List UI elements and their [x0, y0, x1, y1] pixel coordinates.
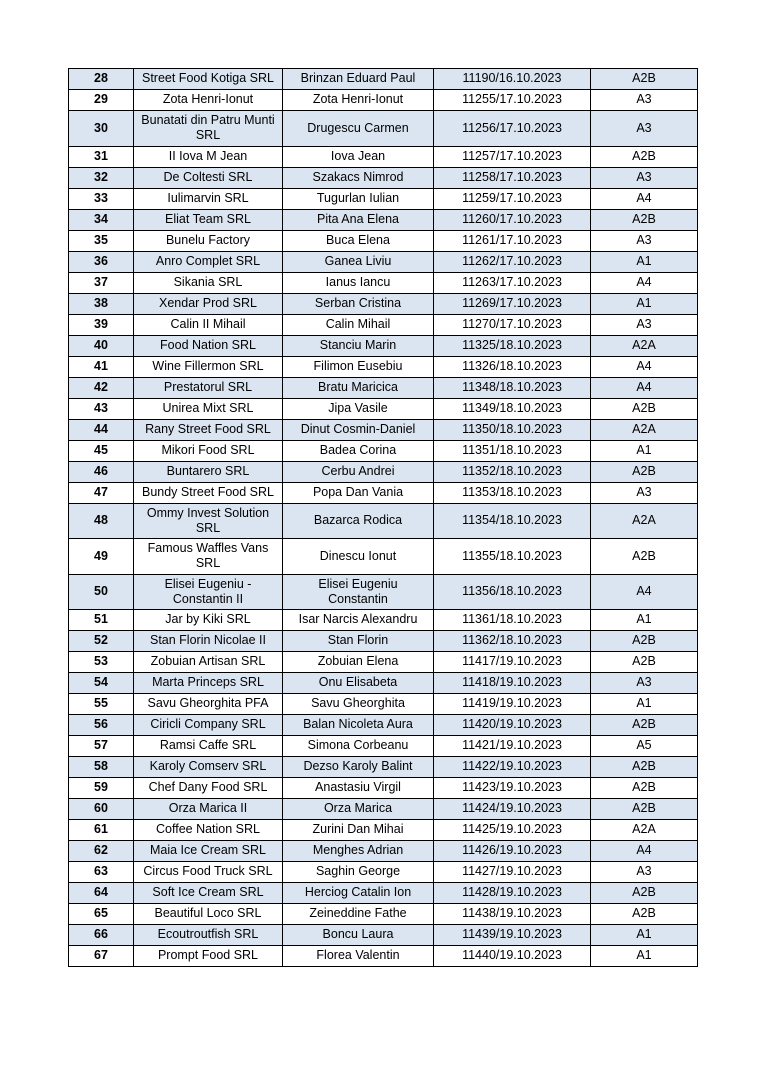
cell-classification-code: A2B	[591, 778, 698, 799]
cell-classification-code: A1	[591, 440, 698, 461]
cell-company-name: Elisei Eugeniu - Constantin II	[134, 574, 283, 610]
cell-company-name: Famous Waffles Vans SRL	[134, 539, 283, 575]
cell-representative-name: Badea Corina	[283, 440, 434, 461]
cell-classification-code: A4	[591, 272, 698, 293]
cell-row-number: 44	[69, 419, 134, 440]
cell-row-number: 33	[69, 188, 134, 209]
cell-classification-code: A1	[591, 925, 698, 946]
cell-registration-number-date: 11261/17.10.2023	[434, 230, 591, 251]
cell-company-name: Anro Complet SRL	[134, 251, 283, 272]
table-row	[69, 715, 698, 736]
table-row	[69, 356, 698, 377]
cell-classification-code: A2A	[591, 335, 698, 356]
cell-classification-code: A1	[591, 610, 698, 631]
cell-company-name: Maia Ice Cream SRL	[134, 841, 283, 862]
cell-company-name: Wine Fillermon SRL	[134, 356, 283, 377]
cell-classification-code: A3	[591, 314, 698, 335]
cell-company-name: Bunelu Factory	[134, 230, 283, 251]
cell-registration-number-date: 11256/17.10.2023	[434, 111, 591, 147]
cell-registration-number-date: 11420/19.10.2023	[434, 715, 591, 736]
table-row	[69, 925, 698, 946]
table-row	[69, 419, 698, 440]
cell-representative-name: Dinut Cosmin-Daniel	[283, 419, 434, 440]
cell-classification-code: A3	[591, 862, 698, 883]
cell-row-number: 63	[69, 862, 134, 883]
cell-company-name: De Coltesti SRL	[134, 167, 283, 188]
cell-classification-code: A2B	[591, 461, 698, 482]
cell-row-number: 60	[69, 799, 134, 820]
table-row	[69, 631, 698, 652]
cell-representative-name: Ganea Liviu	[283, 251, 434, 272]
cell-company-name: Circus Food Truck SRL	[134, 862, 283, 883]
table-row	[69, 69, 698, 90]
cell-row-number: 31	[69, 146, 134, 167]
cell-classification-code: A2B	[591, 757, 698, 778]
cell-representative-name: Anastasiu Virgil	[283, 778, 434, 799]
cell-row-number: 43	[69, 398, 134, 419]
cell-row-number: 36	[69, 251, 134, 272]
cell-row-number: 54	[69, 673, 134, 694]
cell-representative-name: Serban Cristina	[283, 293, 434, 314]
cell-classification-code: A4	[591, 377, 698, 398]
cell-registration-number-date: 11428/19.10.2023	[434, 883, 591, 904]
cell-classification-code: A2B	[591, 209, 698, 230]
cell-row-number: 65	[69, 904, 134, 925]
cell-registration-number-date: 11439/19.10.2023	[434, 925, 591, 946]
cell-classification-code: A4	[591, 356, 698, 377]
table-row	[69, 904, 698, 925]
cell-company-name: Xendar Prod SRL	[134, 293, 283, 314]
cell-registration-number-date: 11270/17.10.2023	[434, 314, 591, 335]
table-row	[69, 293, 698, 314]
cell-company-name: Sikania SRL	[134, 272, 283, 293]
cell-registration-number-date: 11361/18.10.2023	[434, 610, 591, 631]
cell-classification-code: A4	[591, 841, 698, 862]
cell-company-name: Food Nation SRL	[134, 335, 283, 356]
cell-classification-code: A4	[591, 574, 698, 610]
table-row	[69, 736, 698, 757]
cell-classification-code: A2A	[591, 820, 698, 841]
table-row	[69, 111, 698, 147]
cell-registration-number-date: 11325/18.10.2023	[434, 335, 591, 356]
cell-classification-code: A2B	[591, 69, 698, 90]
cell-company-name: Buntarero SRL	[134, 461, 283, 482]
cell-company-name: Calin II Mihail	[134, 314, 283, 335]
cell-registration-number-date: 11269/17.10.2023	[434, 293, 591, 314]
registry-table-body	[69, 69, 698, 967]
cell-row-number: 51	[69, 610, 134, 631]
cell-representative-name: Pita Ana Elena	[283, 209, 434, 230]
cell-classification-code: A5	[591, 736, 698, 757]
table-row	[69, 272, 698, 293]
cell-registration-number-date: 11255/17.10.2023	[434, 90, 591, 111]
cell-company-name: Ommy Invest Solution SRL	[134, 503, 283, 539]
cell-classification-code: A1	[591, 694, 698, 715]
cell-registration-number-date: 11257/17.10.2023	[434, 146, 591, 167]
cell-classification-code: A3	[591, 167, 698, 188]
cell-registration-number-date: 11417/19.10.2023	[434, 652, 591, 673]
cell-representative-name: Zobuian Elena	[283, 652, 434, 673]
cell-registration-number-date: 11425/19.10.2023	[434, 820, 591, 841]
cell-company-name: Soft Ice Cream SRL	[134, 883, 283, 904]
cell-row-number: 40	[69, 335, 134, 356]
cell-registration-number-date: 11355/18.10.2023	[434, 539, 591, 575]
cell-representative-name: Onu Elisabeta	[283, 673, 434, 694]
cell-representative-name: Tugurlan Iulian	[283, 188, 434, 209]
cell-classification-code: A2B	[591, 146, 698, 167]
cell-company-name: Rany Street Food SRL	[134, 419, 283, 440]
table-row	[69, 314, 698, 335]
cell-representative-name: Stan Florin	[283, 631, 434, 652]
cell-classification-code: A1	[591, 293, 698, 314]
cell-registration-number-date: 11419/19.10.2023	[434, 694, 591, 715]
cell-classification-code: A3	[591, 230, 698, 251]
table-row	[69, 90, 698, 111]
cell-company-name: Ramsi Caffe SRL	[134, 736, 283, 757]
cell-company-name: Stan Florin Nicolae II	[134, 631, 283, 652]
cell-row-number: 45	[69, 440, 134, 461]
table-row	[69, 167, 698, 188]
table-row	[69, 757, 698, 778]
table-row	[69, 461, 698, 482]
cell-representative-name: Bratu Maricica	[283, 377, 434, 398]
cell-representative-name: Simona Corbeanu	[283, 736, 434, 757]
cell-representative-name: Buca Elena	[283, 230, 434, 251]
cell-classification-code: A2B	[591, 883, 698, 904]
cell-company-name: Karoly Comserv SRL	[134, 757, 283, 778]
cell-registration-number-date: 11263/17.10.2023	[434, 272, 591, 293]
table-row	[69, 440, 698, 461]
table-row	[69, 652, 698, 673]
table-row	[69, 335, 698, 356]
cell-row-number: 42	[69, 377, 134, 398]
cell-registration-number-date: 11418/19.10.2023	[434, 673, 591, 694]
cell-classification-code: A2B	[591, 715, 698, 736]
cell-row-number: 62	[69, 841, 134, 862]
cell-row-number: 59	[69, 778, 134, 799]
cell-classification-code: A1	[591, 946, 698, 967]
cell-classification-code: A3	[591, 482, 698, 503]
cell-registration-number-date: 11356/18.10.2023	[434, 574, 591, 610]
cell-row-number: 61	[69, 820, 134, 841]
cell-company-name: Street Food Kotiga SRL	[134, 69, 283, 90]
cell-row-number: 29	[69, 90, 134, 111]
cell-row-number: 49	[69, 539, 134, 575]
cell-company-name: Mikori Food SRL	[134, 440, 283, 461]
cell-representative-name: Isar Narcis Alexandru	[283, 610, 434, 631]
cell-company-name: Bunatati din Patru Munti SRL	[134, 111, 283, 147]
cell-row-number: 66	[69, 925, 134, 946]
cell-registration-number-date: 11348/18.10.2023	[434, 377, 591, 398]
cell-registration-number-date: 11259/17.10.2023	[434, 188, 591, 209]
cell-row-number: 39	[69, 314, 134, 335]
cell-representative-name: Jipa Vasile	[283, 398, 434, 419]
table-row	[69, 883, 698, 904]
cell-representative-name: Ianus Iancu	[283, 272, 434, 293]
cell-row-number: 38	[69, 293, 134, 314]
cell-representative-name: Brinzan Eduard Paul	[283, 69, 434, 90]
cell-registration-number-date: 11426/19.10.2023	[434, 841, 591, 862]
cell-classification-code: A2B	[591, 631, 698, 652]
cell-registration-number-date: 11349/18.10.2023	[434, 398, 591, 419]
table-row	[69, 377, 698, 398]
table-row	[69, 610, 698, 631]
cell-representative-name: Popa Dan Vania	[283, 482, 434, 503]
table-row	[69, 862, 698, 883]
cell-registration-number-date: 11190/16.10.2023	[434, 69, 591, 90]
cell-registration-number-date: 11258/17.10.2023	[434, 167, 591, 188]
cell-registration-number-date: 11326/18.10.2023	[434, 356, 591, 377]
cell-classification-code: A4	[591, 188, 698, 209]
cell-representative-name: Dezso Karoly Balint	[283, 757, 434, 778]
cell-row-number: 35	[69, 230, 134, 251]
cell-company-name: Savu Gheorghita PFA	[134, 694, 283, 715]
table-row	[69, 146, 698, 167]
cell-classification-code: A3	[591, 90, 698, 111]
cell-registration-number-date: 11352/18.10.2023	[434, 461, 591, 482]
cell-registration-number-date: 11354/18.10.2023	[434, 503, 591, 539]
cell-classification-code: A2A	[591, 419, 698, 440]
cell-company-name: Bundy Street Food SRL	[134, 482, 283, 503]
table-row	[69, 482, 698, 503]
cell-company-name: Jar by Kiki SRL	[134, 610, 283, 631]
cell-representative-name: Szakacs Nimrod	[283, 167, 434, 188]
cell-registration-number-date: 11422/19.10.2023	[434, 757, 591, 778]
cell-row-number: 53	[69, 652, 134, 673]
cell-company-name: Eliat Team SRL	[134, 209, 283, 230]
cell-representative-name: Calin Mihail	[283, 314, 434, 335]
cell-row-number: 67	[69, 946, 134, 967]
table-row	[69, 398, 698, 419]
table-row	[69, 230, 698, 251]
cell-representative-name: Zeineddine Fathe	[283, 904, 434, 925]
cell-classification-code: A2B	[591, 539, 698, 575]
table-row	[69, 946, 698, 967]
cell-registration-number-date: 11353/18.10.2023	[434, 482, 591, 503]
table-row	[69, 841, 698, 862]
cell-representative-name: Dinescu Ionut	[283, 539, 434, 575]
cell-representative-name: Filimon Eusebiu	[283, 356, 434, 377]
cell-row-number: 52	[69, 631, 134, 652]
cell-representative-name: Elisei Eugeniu Constantin	[283, 574, 434, 610]
table-row	[69, 188, 698, 209]
cell-classification-code: A3	[591, 111, 698, 147]
cell-row-number: 30	[69, 111, 134, 147]
cell-row-number: 34	[69, 209, 134, 230]
cell-row-number: 46	[69, 461, 134, 482]
cell-row-number: 64	[69, 883, 134, 904]
table-row	[69, 539, 698, 575]
cell-company-name: Orza Marica II	[134, 799, 283, 820]
cell-row-number: 37	[69, 272, 134, 293]
cell-registration-number-date: 11423/19.10.2023	[434, 778, 591, 799]
registry-table	[68, 68, 698, 967]
cell-registration-number-date: 11438/19.10.2023	[434, 904, 591, 925]
table-row	[69, 799, 698, 820]
cell-classification-code: A2B	[591, 904, 698, 925]
cell-row-number: 47	[69, 482, 134, 503]
cell-representative-name: Balan Nicoleta Aura	[283, 715, 434, 736]
table-row	[69, 778, 698, 799]
cell-company-name: Iulimarvin SRL	[134, 188, 283, 209]
cell-registration-number-date: 11350/18.10.2023	[434, 419, 591, 440]
cell-representative-name: Zurini Dan Mihai	[283, 820, 434, 841]
cell-company-name: Unirea Mixt SRL	[134, 398, 283, 419]
cell-representative-name: Drugescu Carmen	[283, 111, 434, 147]
cell-representative-name: Orza Marica	[283, 799, 434, 820]
table-row	[69, 673, 698, 694]
cell-representative-name: Zota Henri-Ionut	[283, 90, 434, 111]
cell-company-name: Prestatorul SRL	[134, 377, 283, 398]
cell-registration-number-date: 11440/19.10.2023	[434, 946, 591, 967]
cell-row-number: 41	[69, 356, 134, 377]
table-row	[69, 694, 698, 715]
cell-representative-name: Savu Gheorghita	[283, 694, 434, 715]
table-row	[69, 209, 698, 230]
cell-row-number: 32	[69, 167, 134, 188]
cell-classification-code: A2B	[591, 799, 698, 820]
table-row	[69, 251, 698, 272]
cell-registration-number-date: 11351/18.10.2023	[434, 440, 591, 461]
cell-row-number: 58	[69, 757, 134, 778]
cell-row-number: 48	[69, 503, 134, 539]
cell-registration-number-date: 11427/19.10.2023	[434, 862, 591, 883]
cell-representative-name: Bazarca Rodica	[283, 503, 434, 539]
cell-representative-name: Menghes Adrian	[283, 841, 434, 862]
cell-company-name: Zobuian Artisan SRL	[134, 652, 283, 673]
cell-company-name: Ecoutroutfish SRL	[134, 925, 283, 946]
cell-row-number: 50	[69, 574, 134, 610]
cell-company-name: Chef Dany Food SRL	[134, 778, 283, 799]
table-row	[69, 574, 698, 610]
cell-registration-number-date: 11421/19.10.2023	[434, 736, 591, 757]
cell-registration-number-date: 11260/17.10.2023	[434, 209, 591, 230]
cell-company-name: Coffee Nation SRL	[134, 820, 283, 841]
cell-representative-name: Cerbu Andrei	[283, 461, 434, 482]
cell-company-name: Beautiful Loco SRL	[134, 904, 283, 925]
cell-company-name: Prompt Food SRL	[134, 946, 283, 967]
cell-representative-name: Florea Valentin	[283, 946, 434, 967]
cell-row-number: 28	[69, 69, 134, 90]
cell-representative-name: Saghin George	[283, 862, 434, 883]
cell-representative-name: Iova Jean	[283, 146, 434, 167]
cell-row-number: 57	[69, 736, 134, 757]
cell-classification-code: A2B	[591, 398, 698, 419]
cell-classification-code: A1	[591, 251, 698, 272]
cell-classification-code: A3	[591, 673, 698, 694]
cell-company-name: Marta Princeps SRL	[134, 673, 283, 694]
cell-representative-name: Stanciu Marin	[283, 335, 434, 356]
cell-registration-number-date: 11362/18.10.2023	[434, 631, 591, 652]
cell-company-name: Zota Henri-Ionut	[134, 90, 283, 111]
cell-registration-number-date: 11424/19.10.2023	[434, 799, 591, 820]
table-row	[69, 820, 698, 841]
table-row	[69, 503, 698, 539]
cell-registration-number-date: 11262/17.10.2023	[434, 251, 591, 272]
cell-company-name: Ciricli Company SRL	[134, 715, 283, 736]
cell-classification-code: A2B	[591, 652, 698, 673]
cell-row-number: 55	[69, 694, 134, 715]
cell-row-number: 56	[69, 715, 134, 736]
cell-company-name: II Iova M Jean	[134, 146, 283, 167]
cell-representative-name: Boncu Laura	[283, 925, 434, 946]
cell-representative-name: Herciog Catalin Ion	[283, 883, 434, 904]
cell-classification-code: A2A	[591, 503, 698, 539]
